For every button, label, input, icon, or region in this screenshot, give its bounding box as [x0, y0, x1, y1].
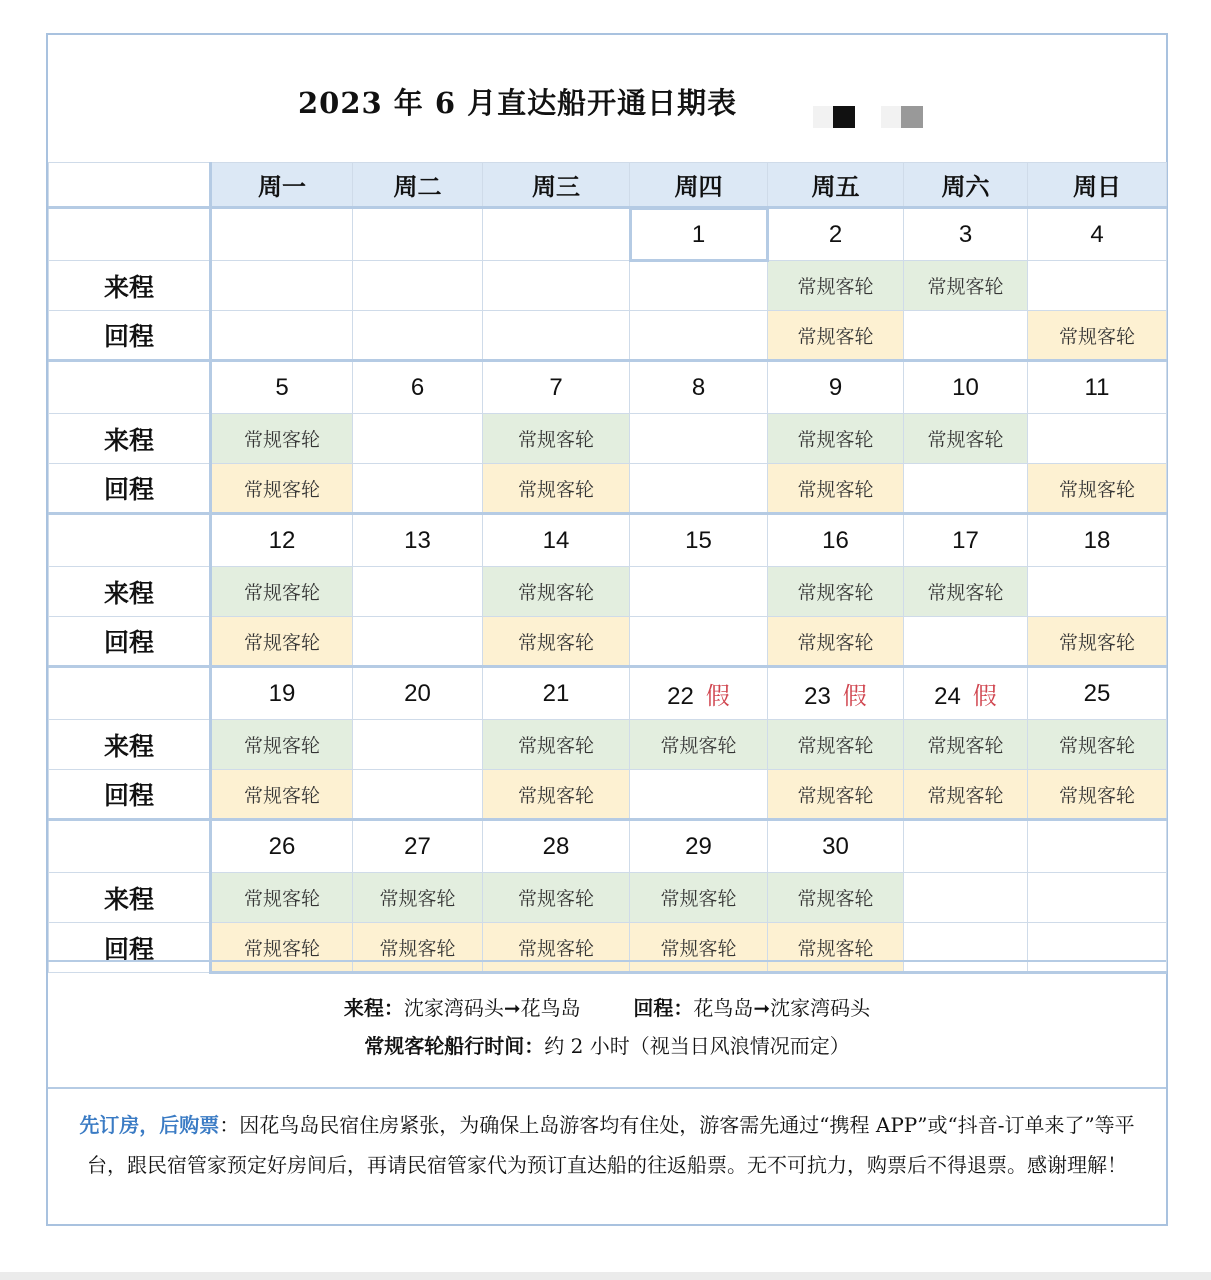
date-row: [49, 514, 1167, 567]
date-row-label: [49, 667, 211, 720]
empty-cell: [353, 464, 483, 514]
date-number: 28: [542, 832, 570, 860]
weekday-header-row: [49, 163, 1167, 208]
return-ferry-cell: 常规客轮: [211, 923, 353, 973]
arrive-ferry-cell: 常规客轮: [904, 567, 1028, 617]
holiday-badge: 假: [705, 682, 730, 710]
arrive-ferry-cell: 常规客轮: [768, 567, 904, 617]
arrive-row: [49, 873, 1167, 923]
page-title: 2023 年 6 月直达船开通日期表: [298, 86, 738, 120]
date-cell: [483, 208, 630, 261]
weekday-fri: 周五: [768, 163, 904, 208]
return-ferry-cell: 常规客轮: [1028, 464, 1167, 514]
empty-cell: [630, 311, 768, 361]
arrive-row-label: 来程: [49, 414, 211, 464]
arrive-row-label: 来程: [49, 720, 211, 770]
empty-cell: [630, 414, 768, 464]
date-row-label: [49, 820, 211, 873]
booking-notice: [48, 1087, 1166, 1226]
arrive-row: [49, 567, 1167, 617]
empty-cell: [630, 464, 768, 514]
return-route: 花鸟岛➞沈家湾码头: [693, 996, 871, 1020]
arrive-ferry-cell: 常规客轮: [211, 873, 353, 923]
arrive-ferry-cell: 常规客轮: [1028, 720, 1167, 770]
date-number: 14: [542, 526, 570, 554]
arrive-route-label: 来程：: [343, 996, 404, 1020]
holiday-badge: 假: [842, 682, 867, 710]
weekday-sat: 周六: [904, 163, 1028, 208]
arrive-row-label: 来程: [49, 873, 211, 923]
date-cell: [211, 820, 353, 873]
notice-lead: 先订房，后购票: [79, 1113, 220, 1137]
date-number: 13: [404, 526, 431, 554]
return-ferry-cell: 常规客轮: [483, 770, 630, 820]
arrive-ferry-cell: 常规客轮: [630, 720, 768, 770]
arrive-ferry-cell: 常规客轮: [904, 414, 1028, 464]
return-row-label: 回程: [49, 617, 211, 667]
date-number: 4: [1090, 220, 1104, 248]
return-ferry-cell: 常规客轮: [768, 311, 904, 361]
return-ferry-cell: 常规客轮: [768, 923, 904, 973]
arrive-row-label: 来程: [49, 567, 211, 617]
duration-line: [48, 1030, 1166, 1059]
empty-cell: [211, 261, 353, 311]
empty-cell: [904, 617, 1028, 667]
arrive-row: [49, 720, 1167, 770]
empty-cell: [483, 261, 630, 311]
date-row-label: [49, 361, 211, 414]
date-cell: [353, 820, 483, 873]
arrive-ferry-cell: 常规客轮: [904, 720, 1028, 770]
date-cell: [1028, 361, 1167, 414]
date-number: 30: [822, 832, 849, 860]
arrive-ferry-cell: 常规客轮: [211, 720, 353, 770]
arrive-route: 沈家湾码头➞花鸟岛: [403, 996, 581, 1020]
arrive-ferry-cell: 常规客轮: [353, 873, 483, 923]
return-ferry-cell: 常规客轮: [768, 617, 904, 667]
date-cell: [483, 361, 630, 414]
bottom-strip: [0, 1272, 1211, 1280]
date-number: 2: [828, 220, 843, 248]
arrive-ferry-cell: 常规客轮: [768, 720, 904, 770]
date-cell: [768, 667, 904, 720]
return-ferry-cell: 常规客轮: [211, 464, 353, 514]
empty-cell: [904, 464, 1028, 514]
date-number: 5: [275, 373, 289, 401]
date-cell: [904, 667, 1028, 720]
empty-cell: [353, 617, 483, 667]
date-row: [49, 667, 1167, 720]
date-cell: [483, 667, 630, 720]
empty-cell: [483, 311, 630, 361]
date-cell: [1028, 208, 1167, 261]
empty-cell: [353, 567, 483, 617]
arrive-ferry-cell: 常规客轮: [630, 873, 768, 923]
date-cell: [630, 361, 768, 414]
weekday-wed: 周三: [483, 163, 630, 208]
return-row-label: 回程: [49, 770, 211, 820]
date-cell: [630, 667, 768, 720]
date-number: 16: [822, 526, 849, 554]
return-ferry-cell: 常规客轮: [768, 464, 904, 514]
empty-cell: [630, 261, 768, 311]
arrive-ferry-cell: 常规客轮: [768, 261, 904, 311]
return-ferry-cell: 常规客轮: [768, 770, 904, 820]
redaction-mark: [881, 106, 901, 128]
date-number: 21: [542, 679, 570, 707]
date-number: 6: [410, 373, 425, 401]
date-cell: [904, 208, 1028, 261]
schedule-document: [46, 33, 1168, 1226]
duration-label: 常规客轮船行时间：: [364, 1034, 545, 1058]
date-cell: [211, 667, 353, 720]
route-info: [48, 960, 1166, 1087]
date-cell: [630, 208, 768, 261]
date-row: [49, 361, 1167, 414]
date-cell: [630, 514, 768, 567]
date-number: 10: [952, 373, 979, 401]
date-number: 9: [828, 373, 843, 401]
date-number: 19: [268, 679, 296, 707]
return-row-label: 回程: [49, 311, 211, 361]
date-number: 17: [952, 526, 979, 554]
return-ferry-cell: 常规客轮: [1028, 311, 1167, 361]
empty-cell: [353, 770, 483, 820]
date-cell: [1028, 820, 1167, 873]
return-ferry-cell: 常规客轮: [483, 923, 630, 973]
arrive-ferry-cell: 常规客轮: [211, 567, 353, 617]
empty-cell: [1028, 873, 1167, 923]
return-ferry-cell: 常规客轮: [1028, 617, 1167, 667]
date-cell: [630, 820, 768, 873]
arrive-ferry-cell: 常规客轮: [904, 261, 1028, 311]
date-number: 22: [667, 683, 694, 710]
header-corner: [49, 163, 211, 208]
return-row: [49, 617, 1167, 667]
arrive-ferry-cell: 常规客轮: [768, 873, 904, 923]
empty-cell: [353, 414, 483, 464]
return-ferry-cell: 常规客轮: [630, 923, 768, 973]
date-number: 24: [934, 683, 961, 710]
arrive-ferry-cell: 常规客轮: [483, 567, 630, 617]
date-cell: [768, 208, 904, 261]
return-ferry-cell: 常规客轮: [483, 464, 630, 514]
date-number: 23: [804, 683, 831, 710]
empty-cell: [353, 311, 483, 361]
date-number: 11: [1084, 373, 1110, 401]
date-cell: [353, 514, 483, 567]
date-number: 26: [268, 832, 296, 860]
date-cell: [483, 820, 630, 873]
date-cell: [353, 667, 483, 720]
redaction-mark: [833, 106, 855, 128]
weekday-thu: 周四: [630, 163, 768, 208]
return-ferry-cell: 常规客轮: [1028, 770, 1167, 820]
date-number: 25: [1083, 679, 1111, 707]
arrive-ferry-cell: 常规客轮: [483, 873, 630, 923]
empty-cell: [353, 261, 483, 311]
ferry-calendar-table: [48, 162, 1167, 974]
return-row: [49, 770, 1167, 820]
arrive-ferry-cell: 常规客轮: [768, 414, 904, 464]
empty-cell: [1028, 567, 1167, 617]
date-number: 27: [404, 832, 431, 860]
return-row: [49, 464, 1167, 514]
date-cell: [353, 208, 483, 261]
date-cell: [1028, 667, 1167, 720]
weekday-sun: 周日: [1028, 163, 1167, 208]
date-number: 3: [958, 220, 973, 248]
date-number: 18: [1083, 526, 1111, 554]
date-cell: [483, 514, 630, 567]
date-cell: [768, 820, 904, 873]
empty-cell: [353, 720, 483, 770]
arrive-row-label: 来程: [49, 261, 211, 311]
date-number: 7: [549, 373, 563, 401]
empty-cell: [211, 311, 353, 361]
empty-cell: [1028, 261, 1167, 311]
empty-cell: [904, 311, 1028, 361]
return-row-label: 回程: [49, 464, 211, 514]
date-number: 1: [691, 220, 706, 248]
date-cell: [904, 514, 1028, 567]
date-cell: [353, 361, 483, 414]
date-number: 20: [404, 679, 431, 707]
notice-body: ：因花鸟岛民宿住房紧张，为确保上岛游客均有住处，游客需先通过“携程 APP”或“抖音-订单来了”等平台，跟民宿管家预定好房间后，再请民宿管家代为预订直达船的往返船票。无不可抗力，购票后不得退票。感谢理解！: [87, 1113, 1135, 1177]
return-row: [49, 311, 1167, 361]
return-ferry-cell: 常规客轮: [211, 770, 353, 820]
return-route-label: 回程：: [633, 996, 694, 1020]
empty-cell: [630, 567, 768, 617]
empty-cell: [1028, 414, 1167, 464]
return-ferry-cell: 常规客轮: [483, 617, 630, 667]
redaction-mark: [813, 106, 833, 128]
arrive-ferry-cell: 常规客轮: [211, 414, 353, 464]
date-cell: [1028, 514, 1167, 567]
empty-cell: [904, 873, 1028, 923]
redaction-mark: [901, 106, 923, 128]
date-cell: [904, 820, 1028, 873]
return-ferry-cell: 常规客轮: [353, 923, 483, 973]
date-cell: [211, 514, 353, 567]
weekday-mon: 周一: [211, 163, 353, 208]
arrive-ferry-cell: 常规客轮: [483, 720, 630, 770]
date-number: 12: [268, 526, 296, 554]
empty-cell: [630, 617, 768, 667]
date-row: [49, 820, 1167, 873]
weekday-tue: 周二: [353, 163, 483, 208]
arrive-row: [49, 261, 1167, 311]
holiday-badge: 假: [972, 682, 997, 710]
return-row-label: 回程: [49, 923, 211, 973]
date-cell: [768, 514, 904, 567]
return-ferry-cell: 常规客轮: [211, 617, 353, 667]
date-row-label: [49, 208, 211, 261]
date-number: 15: [685, 526, 712, 554]
arrive-row: [49, 414, 1167, 464]
date-row: [49, 208, 1167, 261]
date-cell: [211, 208, 353, 261]
date-cell: [211, 361, 353, 414]
date-row-label: [49, 514, 211, 567]
date-cell: [904, 361, 1028, 414]
title-area: [48, 35, 1166, 162]
arrive-ferry-cell: 常规客轮: [483, 414, 630, 464]
date-cell: [768, 361, 904, 414]
route-line: [48, 992, 1166, 1021]
duration-value: 约 2 小时（视当日风浪情况而定）: [544, 1034, 850, 1058]
date-number: 29: [685, 832, 712, 860]
date-number: 8: [691, 373, 706, 401]
return-ferry-cell: 常规客轮: [904, 770, 1028, 820]
empty-cell: [630, 770, 768, 820]
